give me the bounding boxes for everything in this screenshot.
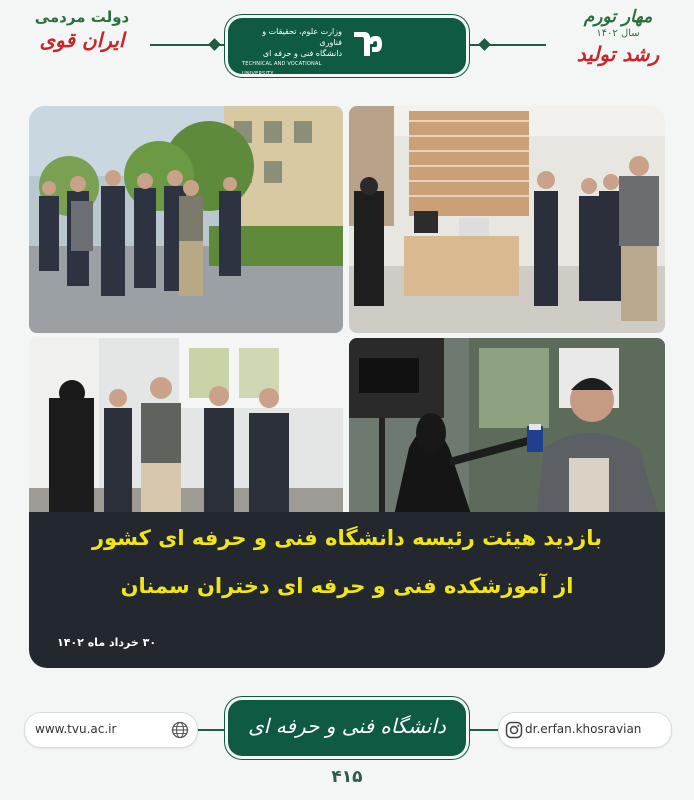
page-number: ۴۱۵: [331, 767, 363, 787]
university-logo-icon: [348, 26, 384, 62]
footer-divider-right: [466, 729, 498, 731]
footer-university-badge: [228, 700, 466, 756]
footer-divider-left: [196, 729, 228, 731]
caption-title-line2: از آموزشکده فنی و حرفه ای دختران سمنان: [120, 574, 574, 598]
photo-workshop-visit: [29, 338, 343, 538]
footer-university-name: دانشگاه فنی و حرفه ای: [248, 714, 446, 738]
year-slogan-logo: [556, 6, 680, 92]
instagram-handle: dr.erfan.khosravian: [525, 722, 642, 736]
photo-office-visit: [349, 106, 665, 333]
university-name-english: TECHNICAL AND VOCATIONAL UNIVERSITY: [242, 61, 322, 77]
caption-date: ۳۰ خرداد ماه ۱۴۰۲: [57, 636, 157, 649]
government-slogan-logo: [22, 8, 142, 90]
right-logo-line1: مهار تورم: [583, 7, 653, 27]
instagram-icon: [505, 721, 523, 739]
photo-media-interview: [349, 338, 665, 538]
instagram-link[interactable]: [498, 712, 672, 748]
right-logo-line3: رشد تولید: [576, 42, 660, 66]
caption-title-line1: بازدید هیئت رئیسه دانشگاه فنی و حرفه ای کشور: [91, 526, 603, 550]
website-url: www.tvu.ac.ir: [35, 722, 117, 736]
news-caption-panel: [29, 512, 665, 668]
right-logo-line2: سال ۱۴۰۲: [596, 28, 640, 39]
header-diamond-left: [208, 38, 221, 51]
photo-campus-walk: [29, 106, 343, 333]
university-badge: [228, 18, 466, 77]
university-name: دانشگاه فنی و حرفه ای: [262, 49, 342, 58]
header: [0, 0, 694, 100]
globe-icon: [171, 721, 189, 739]
left-logo-line1: دولت مردمی: [34, 8, 130, 26]
left-logo-line2: ایران قوی: [39, 28, 125, 52]
university-badge-text: [242, 26, 342, 79]
ministry-name: وزارت علوم، تحقیقات و فناوری: [262, 27, 342, 47]
website-link[interactable]: [24, 712, 198, 748]
header-diamond-right: [478, 38, 491, 51]
